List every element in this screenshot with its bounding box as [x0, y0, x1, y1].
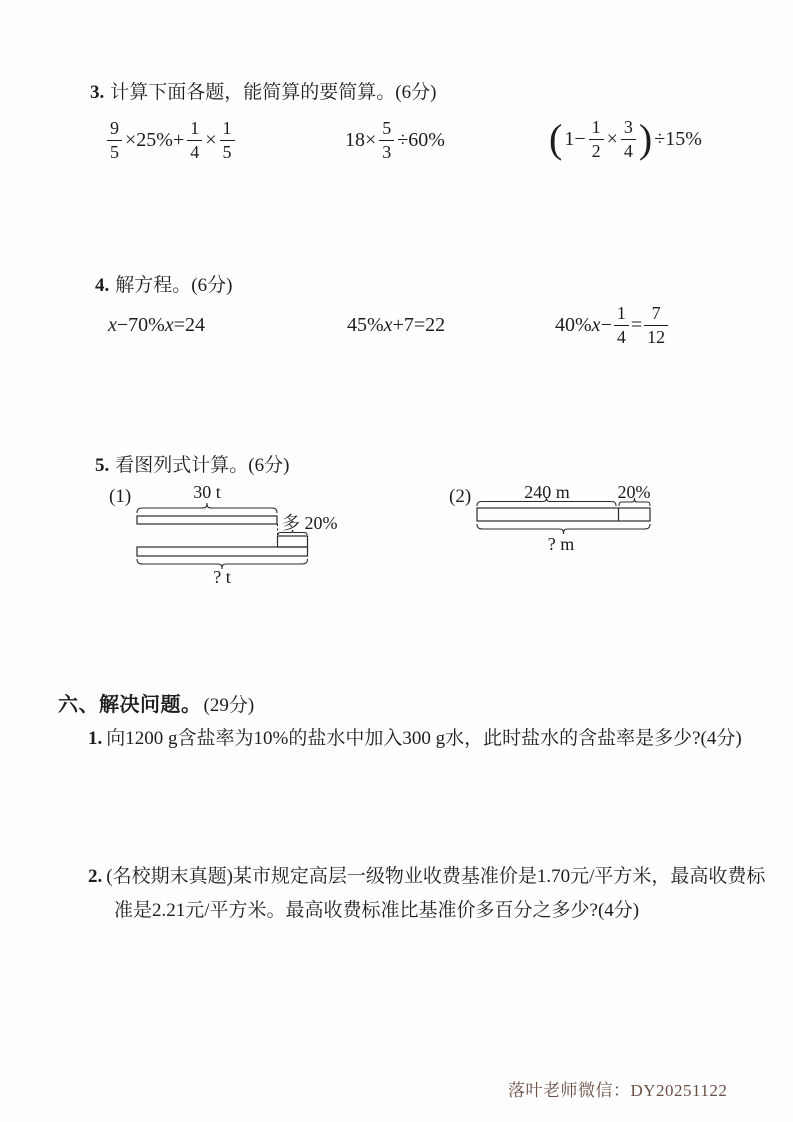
top-brace: [137, 503, 277, 513]
expression-3: [548, 111, 703, 167]
fraction: [589, 118, 604, 161]
equation-3: [555, 298, 670, 352]
left-parenthesis: (: [549, 116, 563, 161]
expression-2: [344, 114, 446, 166]
problem2-number: 2.: [88, 866, 103, 887]
operator: ÷60%: [397, 128, 445, 151]
fraction-denominator: 12: [647, 326, 666, 347]
bottom-bar: [137, 547, 308, 556]
equation-text: =24: [173, 313, 206, 336]
fraction: [379, 119, 394, 162]
bar-diagram-1: [103, 480, 348, 592]
section5-title: [95, 450, 289, 477]
section3-title-text: 计算下面各题，能简算的要简算。(6分): [110, 82, 437, 103]
bottom-brace: [477, 524, 650, 534]
fraction: [220, 119, 235, 162]
operator: ×: [205, 128, 217, 151]
diagram2-bottom-label: ? m: [547, 534, 575, 554]
fraction-denominator: 5: [110, 141, 119, 162]
variable: x: [108, 313, 117, 336]
fraction-numerator: 5: [379, 119, 394, 141]
variable: x: [383, 313, 393, 336]
fraction-denominator: 2: [591, 140, 601, 161]
problem-2: [88, 860, 780, 928]
fraction: [614, 304, 629, 347]
section6-title-points: (29分): [203, 695, 255, 716]
expression-1: [105, 114, 237, 166]
section5-number: 5.: [95, 455, 110, 476]
right-parenthesis: ): [638, 116, 653, 161]
fraction-numerator: 9: [107, 119, 122, 141]
fraction-denominator: 3: [382, 141, 392, 162]
equation-text: 40%: [555, 313, 592, 336]
section5-title-text: 看图列式计算。(6分): [115, 455, 290, 476]
diagram1-top-label: 30 t: [193, 482, 221, 502]
equation-text: +7=22: [392, 313, 446, 336]
problem2-text: (名校期末真题)某市规定高层一级物业收费基准价是1.70元/平方米，最高收费标准是2.21元/平方米。最高收费标准比基准价多百分之多少?(4分): [106, 866, 766, 921]
top-bar: [137, 516, 277, 524]
fraction-numerator: 1: [220, 119, 235, 141]
equals-sign: =: [630, 313, 643, 336]
section6-title-main: 六、解决问题。: [58, 694, 202, 716]
extra-segment-box: [278, 536, 308, 547]
fraction-numerator: 7: [644, 304, 668, 326]
section4-title-text: 解方程。(6分): [115, 275, 233, 296]
section6-title: [58, 688, 254, 717]
fraction: [621, 118, 636, 161]
equation-1: [108, 305, 205, 345]
operator: ×25%+: [125, 128, 185, 151]
fraction-numerator: 1: [589, 118, 604, 140]
bar-diagram-2: [443, 478, 703, 558]
fraction: [187, 119, 202, 162]
teacher-wechat-note: 落叶老师微信：DY20251122: [508, 1081, 728, 1100]
section3-number: 3.: [90, 82, 105, 103]
problem-1: [88, 722, 793, 756]
fraction-numerator: 1: [187, 119, 202, 141]
operator: −: [600, 313, 612, 336]
problem1-number: 1.: [88, 728, 103, 749]
diagram2-right-label: 20%: [617, 482, 651, 502]
fraction-numerator: 1: [614, 304, 629, 326]
fraction: [644, 304, 668, 347]
diagram2-index: (2): [449, 486, 472, 507]
section4-title: [95, 270, 232, 297]
operand: 18×: [345, 128, 377, 151]
fraction-denominator: 5: [222, 141, 232, 162]
fraction-denominator: 4: [190, 141, 200, 162]
diagram1-extra-label: 多 20%: [282, 513, 338, 533]
fraction-denominator: 4: [623, 140, 633, 161]
diagram2-left-label: 240 m: [524, 482, 570, 502]
diagram1-bottom-label: ? t: [213, 567, 231, 587]
operand: 1−: [564, 127, 586, 150]
section4-number: 4.: [95, 275, 110, 296]
operator: ×: [606, 127, 618, 150]
operator: ÷15%: [654, 127, 702, 150]
equation-text: 45%: [347, 313, 384, 336]
fraction-numerator: 3: [621, 118, 636, 140]
diagram1-index: (1): [109, 486, 132, 507]
equation-text: −70%: [116, 313, 165, 336]
fraction: [107, 119, 122, 162]
whole-bar: [477, 508, 650, 521]
fraction-denominator: 4: [616, 326, 626, 347]
section3-title: [90, 77, 436, 104]
variable: x: [164, 313, 174, 336]
problem1-text: 向1200 g含盐率为10%的盐水中加入300 g水，此时盐水的含盐率是多少?(4分): [106, 728, 742, 749]
variable: x: [591, 313, 601, 336]
equation-2: [347, 305, 445, 345]
